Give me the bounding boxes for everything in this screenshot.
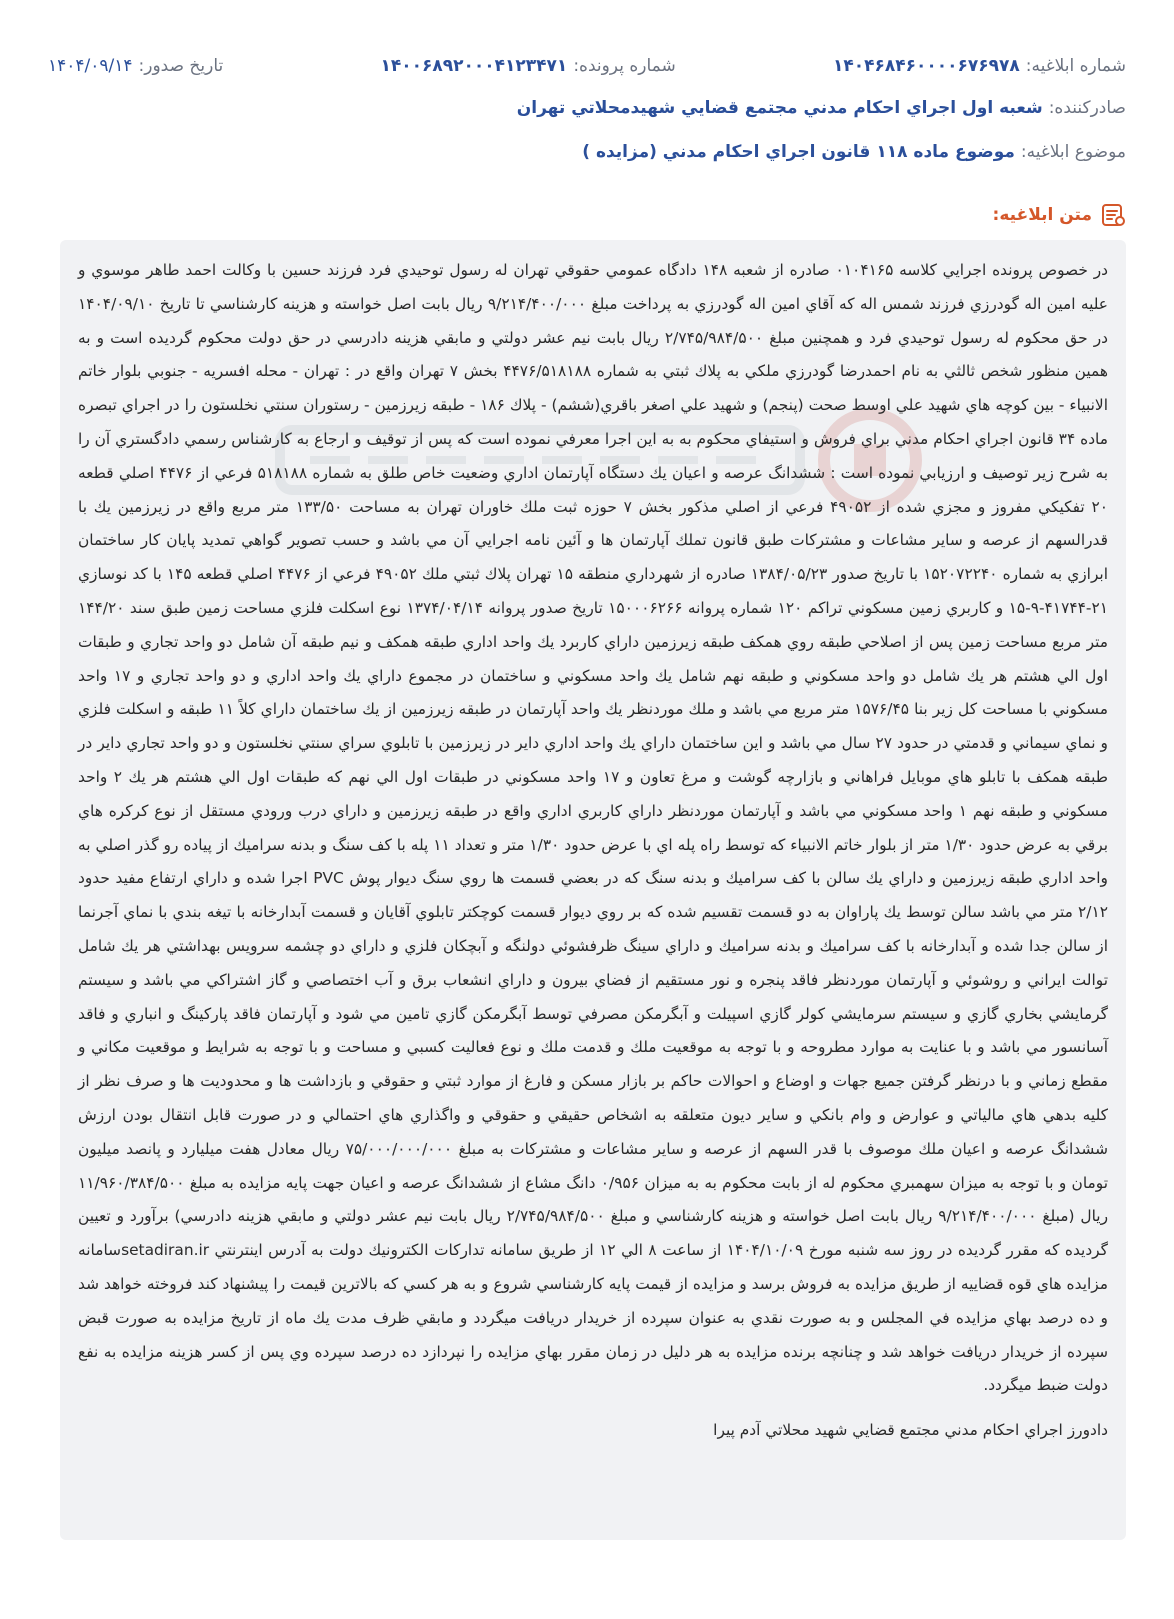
case-number-label: شماره پرونده: — [573, 56, 676, 76]
meta-row-ids — [48, 56, 1126, 76]
issue-date-value: ۱۴۰۴/۰۹/۱۴ — [48, 56, 133, 76]
case-number — [381, 56, 676, 76]
notice-number — [833, 56, 1126, 76]
notice-text-heading — [993, 202, 1126, 228]
document-icon — [1100, 202, 1126, 228]
notice-signature: دادورز اجراي احكام مدني مجتمع قضايي شهيد محلاتي آدم پيرا — [713, 1421, 1108, 1440]
issuer-value: شعبه اول اجراي احكام مدني مجتمع قضايي شهيدمحلاتي تهران — [516, 98, 1043, 118]
notice-body-box — [60, 240, 1126, 1540]
issuer — [517, 98, 1126, 118]
notice-number-label: شماره ابلاغیه: — [1025, 56, 1126, 76]
meta-row-issuer — [48, 98, 1126, 118]
meta-row-subject — [48, 142, 1126, 162]
subject — [582, 142, 1126, 162]
subject-label: موضوع ابلاغیه: — [1020, 142, 1126, 162]
case-number-value: ۱۴۰۰۶۸۹۲۰۰۰۴۱۲۳۴۷۱ — [380, 56, 568, 76]
subject-value: موضوع ماده ۱۱۸ قانون اجراي احكام مدني (مزايده ) — [582, 142, 1015, 162]
issue-date-label: تاریخ صدور: — [138, 56, 224, 76]
notice-number-value: ۱۴۰۴۶۸۴۶۰۰۰۰۶۷۶۹۷۸ — [832, 56, 1020, 76]
notice-text-title: متن ابلاغیه: — [992, 205, 1092, 225]
issue-date — [48, 56, 223, 76]
issuer-label: صادرکننده: — [1048, 98, 1126, 118]
notice-body-text: در خصوص پرونده اجرايي كلاسه ۰۱۰۴۱۶۵ صادره از شعبه ۱۴۸ دادگاه عمومي حقوقي تهران له رسول توحيدي فرد فرزند حسين با وكالت احمد طاهر موسوي و عليه امين اله گودرزي فرزند شمس اله كه آقاي امين اله گودرزي به پرداخت مبلغ ۹/۲۱۴/۴۰۰/۰۰۰ ريال بابت اصل خواسته و هزينه كارشناسي تا تاريخ ۱۴۰۴/۰۹/۱۰ در حق محكوم له رسول توحيدي فرد و همچنين مبلغ ۲/۷۴۵/۹۸۴/۵۰۰ ريال بابت نيم عشر دولتي و مابقي هزينه دادرسي در حق دولت محكوم گرديده است و به همين منظور شخص ثالثي به نام احمدرضا گودرزي ملكي به پلاك ثبتي به شماره ۴۴۷۶/۵۱۸۱۸۸ بخش ۷ تهران واقع در : تهران - محله افسريه - جنوبي بلوار خاتم الانبياء - بين كوچه هاي شهيد علي اوسط صحت (پنجم) و شهيد علي اصغر باقري(ششم) - پلاك ۱۸۶ - طبقه زيرزمين - رستوران سنتي نخلستون را در اجراي تبصره ماده ۳۴ قانون اجراي احكام مدني براي فروش و استيفاي محكوم به به اين اجرا معرفي نموده است كه پس از توقيف و ارجاع به كارشناس رسمي دادگستري آن را به شرح زير توصيف و ارزيابي نموده است : ششدانگ عرصه و اعيان يك دستگاه آپارتمان اداري وضعيت خاص طلق به شماره ۵۱۸۱۸۸ فرعي از ۴۴۷۶ اصلي قطعه ۲۰ تفكيكي مفروز و مجزي شده از ۴۹۰۵۲ فرعي از اصلي مذكور بخش ۷ حوزه ثبت ملك خاوران تهران به مساحت ۱۳۳/۵۰ متر مربع واقع در زيرزمين يك با قدرالسهم از عرصه و ساير مشاعات و مشتركات طبق قانون تملك آپارتمان ها و آئين نامه اجرايي آن مي باشد و حسب تصوير گواهي تمديد پايان كار ساختمان ابرازي به شماره ۱۵۲۰۷۲۲۴۰ با تاريخ صدور ۱۳۸۴/۰۵/۲۳ صادره از شهرداري منطقه ۱۵ تهران پلاك ثبتي ملك ۴۹۰۵۲ فرعي از ۴۴۷۶ اصلي قطعه ۱۴۵ با كد نوسازي ۲۱-۴۱۷۴۴-۹-۱۵ و كاربري زمين مسكوني تراكم ۱۲۰ شماره پروانه ۱۵۰۰۰۶۲۶۶ تاريخ صدور پروانه ۱۳۷۴/۰۴/۱۴ نوع اسكلت فلزي مساحت زمين طبق سند ۱۴۴/۲۰ متر مربع مساحت زمين پس از اصلاحي طبقه روي همكف طبقه زيرزمين داراي كاربرد يك واحد اداري طبقه همكف و نيم طبقه آن شامل دو واحد تجاري و طبقات اول الي هشتم هر يك شامل دو واحد مسكوني و طبقه نهم شامل يك واحد مسكوني و ساختمان در مجموع داراي يك واحد اداري و دو واحد تجاري و ۱۷ واحد مسكوني با مساحت كل زير بنا ۱۵۷۶/۴۵ متر مربع مي باشد و ملك موردنظر يك واحد آپارتمان در طبقه زيرزمين از يك ساختمان داراي كلاً ۱۱ طبقه و اسكلت فلزي و نماي سيماني و قدمتي در حدود ۲۷ سال مي باشد و اين ساختمان داراي يك واحد اداري داير در زيرزمين با تابلوي سراي سنتي نخلستون و دو واحد تجاري داير در طبقه همكف با تابلو هاي موبايل فراهاني و بازارچه گوشت و مرغ تعاون و ۱۷ واحد مسكوني در طبقات اول الي نهم كه طبقات اول الي هشتم هر يك ۲ واحد مسكوني و طبقه نهم ۱ واحد مسكوني مي باشد و آپارتمان موردنظر داراي كاربري اداري واقع در طبقه زيرزمين و داراي درب ورودي مستقل از نوع كركره هاي برقي به عرض حدود ۱/۳۰ متر از بلوار خاتم الانبياء كه توسط راه پله اي با عرض حدود ۱/۳۰ متر و تعداد ۱۱ پله با كف سنگ و بدنه سراميك از پياده رو گذر اصلي به واحد اداري طبقه زيرزمين و داراي يك سالن با كف سراميك و بدنه سنگ كه در بعضي قسمت ها روي سنگ ديوار پوش PVC اجرا شده و داراي ارتفاع مفيد حدود ۲/۱۲ متر مي باشد سالن توسط يك پاراوان به دو قسمت تقسيم شده كه بر روي ديوار قسمت كوچكتر تابلوي آقايان و قسمت آبدارخانه با تيغه بندي با نماي آجرنما از سالن جدا شده و آبدارخانه با كف سراميك و بدنه سراميك و داراي سينگ ظرفشوئي دولنگه و آبچكان فلزي و داراي دو چشمه سرويس بهداشتي هر يك شامل توالت ايراني و روشوئي و آپارتمان موردنظر فاقد پنجره و نور مستقيم از فضاي بيرون و داراي انشعاب برق و آب اختصاصي و گاز اشتراكي مي باشد و سيستم گرمايشي بخاري گازي و سيستم سرمايشي كولر گازي اسپيلت و آبگرمكن مصرفي توسط آبگرمكن گازي تامين مي شود و آپارتمان فاقد پاركينگ و انباري و فاقد آسانسور مي باشد و با عنايت به موارد مطروحه و با توجه به موقعيت ملك و قدمت ملك و نوع فعاليت كسبي و مساحت و با توجه به شرايط و موقعيت مكاني و مقطع زماني و با درنظر گرفتن جميع جهات و اوضاع و احوالات حاكم بر بازار مسكن و فارغ از موارد ثبتي و حقوقي و بازداشت ها و محدوديت ها و صرف نظر از كليه بدهي هاي مالياتي و عوارض و وام بانكي و ساير ديون متعلقه به اشخاص حقيقي و حقوقي و واگذاري هاي احتمالي و در صورت قابل انتقال بودن ارزش ششدانگ عرصه و اعيان ملك موصوف با قدر السهم از عرصه و ساير مشاعات و مشتركات به مبلغ ۷۵/۰۰۰/۰۰۰/۰۰۰ ريال معادل هفت ميليارد و پانصد ميليون تومان و با توجه به ميزان سهمبري محكوم له از بابت محكوم به به ميزان ۰/۹۵۶ دانگ مشاع از ششدانگ عرصه و اعيان جهت پايه مزايده به مبلغ ۱۱/۹۶۰/۳۸۴/۵۰۰ ريال (مبلغ ۹/۲۱۴/۴۰۰/۰۰۰ ريال بابت اصل خواسته و هزينه كارشناسي و مبلغ ۲/۷۴۵/۹۸۴/۵۰۰ ريال بابت نيم عشر دولتي و مابقي هزينه دادرسي) برآورد و تعيين گرديده كه مقرر گرديده در روز سه شنبه مورخ ۱۴۰۴/۱۰/۰۹ از ساعت ۸ الي ۱۲ از طريق سامانه تداركات الكترونيك دولت به آدرس اينترنتي setadiran.irسامانه مزايده هاي قوه قضاييه از طريق مزايده به فروش برسد و مزايده از قيمت پايه كارشناسي شروع و به هر كسي كه بالاترين قيمت را پيشنهاد كند فروخته خواهد شد و ده درصد بهاي مزايده في المجلس و به صورت نقدي به عنوان سپرده از خريدار دريافت ميگردد و مابقي ظرف مدت يك ماه از تاريخ مزايده به صورت قبض سپرده از خريدار دريافت خواهد شد و چنانچه برنده مزايده به هر دليل در زمان مقرر بهاي مزايده را نپردازد ده درصد سپرده وي پس از كسر هزينه مزايده به نفع دولت ضبط ميگردد. — [78, 261, 1109, 1395]
